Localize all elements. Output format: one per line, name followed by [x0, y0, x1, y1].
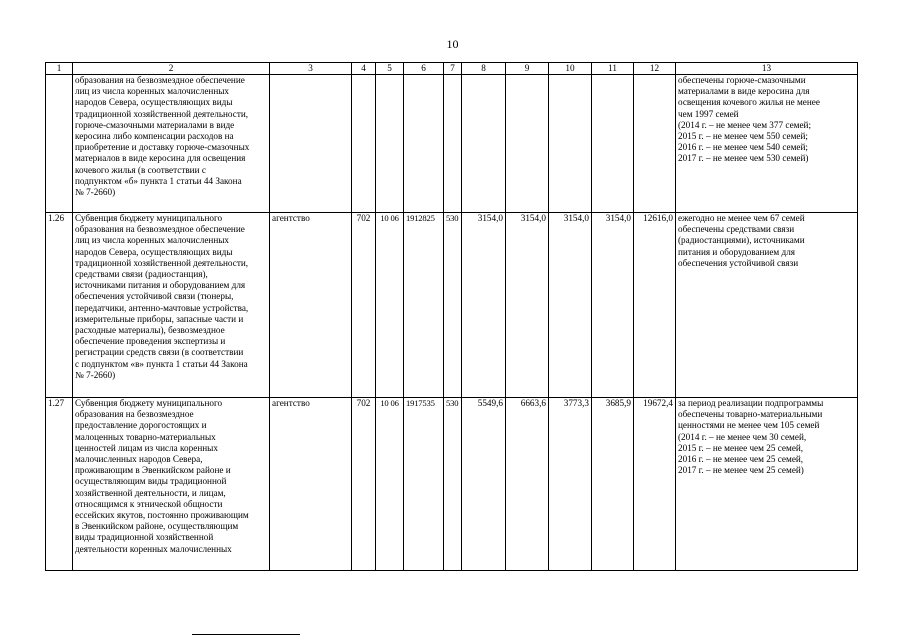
item-description: [73, 398, 270, 571]
column-header: 13: [676, 63, 858, 75]
description-line: Субвенция бюджету муниципального: [75, 213, 223, 223]
amount-cell: [592, 75, 634, 213]
description-line: Субвенция бюджету муниципального: [75, 398, 223, 408]
table-header-row: [46, 63, 858, 75]
result-line: обеспечены товарно-материальными: [678, 409, 823, 420]
description-line: с подпунктом «в» пункта 1 статьи 44 Закона: [75, 358, 248, 369]
column-header: 6: [404, 63, 444, 75]
executor-cell: агентство: [270, 213, 352, 398]
item-number: 1.26: [46, 213, 73, 398]
item-description: [73, 213, 270, 398]
result-line: 2016 г. – не менее чем 540 семей;: [678, 142, 808, 153]
column-header: 9: [506, 63, 549, 75]
description-line: виды традиционной хозяйственной: [75, 532, 214, 543]
result-line: питания и оборудованием для: [678, 246, 796, 257]
section-code-cell: 10 06: [376, 398, 404, 571]
description-line: ценностей лицам из числа коренных: [75, 442, 218, 453]
expected-result: [676, 213, 858, 398]
description-line: передатчики, антенно-мачтовые устройства,: [75, 302, 249, 313]
target-code-cell: 1912825: [404, 213, 444, 398]
result-line: ежегодно не менее чем 67 семей: [678, 213, 805, 223]
result-line: за период реализации подпрограммы: [678, 398, 824, 408]
result-line: обеспечения устойчивой связи: [678, 257, 799, 268]
amount-cell: 3154,0: [592, 213, 634, 398]
description-line: керосина либо компенсации расходов на: [75, 131, 234, 142]
amount-cell: 3773,3: [549, 398, 592, 571]
description-line: обеспечения устойчивой связи (тюнеры,: [75, 291, 234, 302]
section-code-cell: 10 06: [376, 213, 404, 398]
amount-cell: 3154,0: [506, 213, 549, 398]
description-line: № 7-2660): [75, 369, 116, 380]
description-line: хозяйственной деятельности, и лицам,: [75, 487, 226, 498]
grbs-code-cell: [352, 75, 376, 213]
description-line: регистрации средств связи (в соответствии: [75, 347, 244, 358]
amount-cell: [549, 75, 592, 213]
table-row: [46, 398, 858, 571]
description-line: осуществляющим виды традиционной: [75, 476, 227, 487]
column-header: 11: [592, 63, 634, 75]
description-line: относящимся к этнической общности: [75, 498, 223, 509]
column-header: 2: [73, 63, 270, 75]
description-line: традиционной хозяйственной деятельности,: [75, 108, 249, 119]
description-line: проживающим в Эвенкийском районе и: [75, 465, 231, 476]
item-number: [46, 75, 73, 213]
amount-cell: 3154,0: [549, 213, 592, 398]
description-line: подпунктом «б» пункта 1 статьи 44 Закона: [75, 175, 242, 186]
total-cell: 12616,0: [634, 213, 676, 398]
amount-cell: 3154,0: [462, 213, 506, 398]
item-number: 1.27: [46, 398, 73, 571]
subsidy-table: [45, 62, 858, 571]
description-line: горюче-смазочными материалами в виде: [75, 119, 235, 130]
column-header: 10: [549, 63, 592, 75]
result-line: (радиостанциями), источниками: [678, 235, 805, 246]
expense-type-cell: [444, 75, 462, 213]
result-line: ценностями не менее чем 105 семей: [678, 420, 820, 431]
result-line: 2017 г. – не менее чем 25 семей): [678, 465, 804, 476]
description-line: № 7-2660): [75, 187, 116, 198]
column-header: 3: [270, 63, 352, 75]
description-line: ессейских якутов, постоянно проживающим: [75, 510, 249, 521]
description-line: материалов в виде керосина для освещения: [75, 153, 246, 164]
description-line: малоценных товарно-материальных: [75, 431, 216, 442]
column-header: 1: [46, 63, 73, 75]
grbs-code-cell: 702: [352, 213, 376, 398]
column-header: 7: [444, 63, 462, 75]
section-code-cell: [376, 75, 404, 213]
expected-result: [676, 75, 858, 213]
result-line: освещения кочевого жилья не менее: [678, 97, 820, 108]
result-line: 2015 г. – не менее чем 25 семей,: [678, 442, 804, 453]
description-line: образования на безвозмездное обеспечение: [75, 224, 245, 235]
description-line: лиц из числа коренных малочисленных: [75, 86, 230, 97]
result-line: материалами в виде керосина для: [678, 86, 810, 97]
table-row: [46, 75, 858, 213]
footer-rule: [192, 634, 300, 635]
executor-cell: агентство: [270, 398, 352, 571]
amount-cell: 3685,9: [592, 398, 634, 571]
column-header: 4: [352, 63, 376, 75]
description-line: народов Севера, осуществляющих виды: [75, 97, 233, 108]
description-line: приобретение и доставку горюче-смазочных: [75, 142, 250, 153]
result-line: чем 1997 семей: [678, 108, 739, 119]
description-line: образования на безвозмездное обеспечение: [75, 75, 245, 85]
result-line: обеспечены средствами связи: [678, 224, 795, 235]
result-line: 2015 г. – не менее чем 550 семей;: [678, 131, 808, 142]
description-line: измерительные приборы, запасные части и: [75, 313, 244, 324]
result-line: (2014 г. – не менее чем 377 семей;: [678, 119, 812, 130]
expense-type-cell: 530: [444, 213, 462, 398]
description-line: образования на безвозмездное: [75, 409, 194, 420]
page-number: 10: [446, 37, 459, 51]
column-header: 8: [462, 63, 506, 75]
total-cell: 19672,4: [634, 398, 676, 571]
amount-cell: 5549,6: [462, 398, 506, 571]
executor-cell: [270, 75, 352, 213]
description-line: лиц из числа коренных малочисленных: [75, 235, 230, 246]
target-code-cell: [404, 75, 444, 213]
result-line: 2017 г. – не менее чем 530 семей): [678, 153, 809, 164]
description-line: традиционной хозяйственной деятельности,: [75, 257, 249, 268]
result-line: 2016 г. – не менее чем 25 семей,: [678, 454, 804, 465]
description-line: кочевого жилья (в соответствии с: [75, 164, 206, 175]
amount-cell: [506, 75, 549, 213]
amount-cell: 6663,6: [506, 398, 549, 571]
description-line: деятельности коренных малочисленных: [75, 543, 232, 554]
item-description: [73, 75, 270, 213]
column-header: 12: [634, 63, 676, 75]
grbs-code-cell: 702: [352, 398, 376, 571]
amount-cell: [462, 75, 506, 213]
description-line: расходные материалы), безвозмездное: [75, 325, 225, 336]
description-line: малочисленных народов Севера,: [75, 454, 203, 465]
result-line: обеспечены горюче-смазочными: [678, 75, 806, 85]
description-line: предоставление дорогостоящих и: [75, 420, 207, 431]
target-code-cell: 1917535: [404, 398, 444, 571]
description-line: в Эвенкийском районе, осуществляющим: [75, 521, 239, 532]
total-cell: [634, 75, 676, 213]
result-line: (2014 г. – не менее чем 30 семей,: [678, 431, 807, 442]
description-line: народов Севера, осуществляющих виды: [75, 246, 233, 257]
description-line: обеспечение проведения экспертизы и: [75, 336, 226, 347]
expected-result: [676, 398, 858, 571]
description-line: средствами связи (радиостанция),: [75, 269, 208, 280]
expense-type-cell: 530: [444, 398, 462, 571]
table-row: [46, 213, 858, 398]
description-line: источниками питания и оборудованием для: [75, 280, 246, 291]
column-header: 5: [376, 63, 404, 75]
